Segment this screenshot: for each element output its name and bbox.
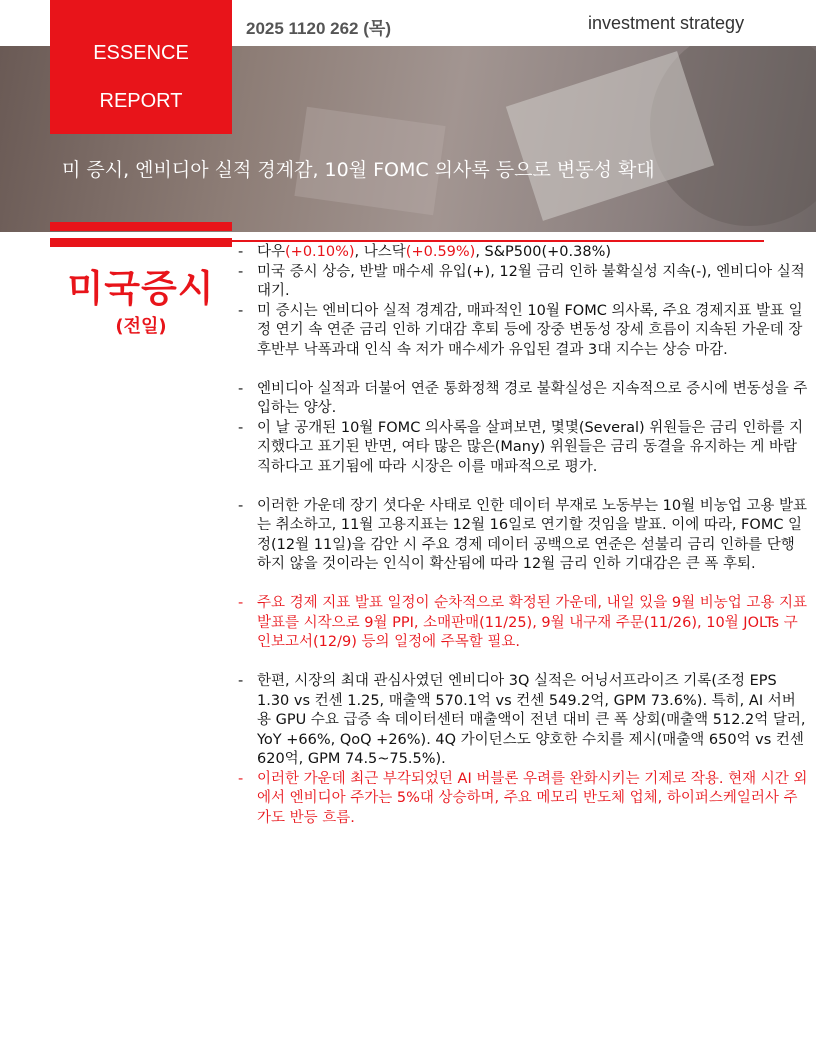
bullet-market-detail [236,302,808,361]
section-rule [232,240,764,242]
bullet-text: 미 증시는 엔비디아 실적 경계감, 매파적인 10월 FOMC 의사록, 주요 경제지표 발표 일정 연기 속 연준 금리 인하 기대감 후퇴 등에 장중 변동성 장세 흐름이 지속된 가운데 장 후반부 낙폭과대 인식 속 저가 매수세가 유입된 결과 3대 지수는 상승 마감. [257,302,803,358]
bullet-dash: - [238,595,244,611]
bullet-schedule-highlight [236,594,808,653]
bullet-nvidia-earnings [236,672,808,770]
dow-change: (+0.10%) [285,244,355,260]
bullet-volatility [236,380,808,419]
bullet-text: 이러한 가운데 최근 부각되었던 AI 버블론 우려를 완화시키는 기제로 작용. 현재 시간 외에서 엔비디아 주가는 5%대 상승하며, 주요 메모리 반도체 업체, 하이퍼스케일러사 주가도 반등 흐름. [257,770,808,826]
bullet-dash: - [238,302,244,319]
spacer [236,360,808,380]
brand-label: investment strategy [588,13,745,33]
spacer [236,653,808,673]
bullet-fomc-minutes [236,419,808,478]
bullet-text: 주요 경제 지표 발표 일정이 순차적으로 확정된 가운데, 내일 있을 9월 비농업 고용 지표 발표를 시작으로 9월 PPI, 소매판매(11/25), 9월 내구재 주문(11/26), 10월 JOLTs 구인보고서(12/9) 등의 일정에 주목할 필요. [257,595,807,650]
bullet-dash: - [238,770,244,787]
nasdaq-label: , 나스닥 [354,244,406,260]
bullet-dash: - [238,419,244,436]
bullet-dash: - [238,263,244,280]
bullet-dash: - [238,244,244,260]
spacer [236,477,808,497]
spacer [236,575,808,595]
badge-line-2: REPORT [99,90,183,112]
section-subtitle: (전일) [115,316,167,337]
bullet-index-summary [236,243,808,263]
essence-report-badge [50,0,232,134]
bullet-dash: - [238,380,244,397]
section-title: 미국증시 [67,267,215,310]
bullet-list [236,243,808,828]
badge-line-1: ESSENCE [93,42,189,64]
bullet-text: 엔비디아 실적과 더불어 연준 통화정책 경로 불확실성은 지속적으로 증시에 변동성을 주입하는 양상. [257,380,808,416]
headline: 미 증시, 엔비디아 실적 경계감, 10월 FOMC 의사록 등으로 변동성 확대 [62,159,655,181]
sp500-label: , S&P500(+0.38%) [475,244,612,260]
bullet-ai-bubble-highlight [236,770,808,829]
nasdaq-change: (+0.59%) [405,244,476,260]
bullet-text: 이 날 공개된 10월 FOMC 의사록을 살펴보면, 몇몇(Several) 위원들은 금리 인하를 지지했다고 표기된 반면, 여타 많은 많은(Many) 위원들은 금리 동결을 유지하는 게 바람직하다고 표기됨에 따라 시장은 이를 매파적으로 평가. [257,419,804,475]
accent-bar-bottom [50,238,232,247]
report-date: 2025 1120 262 (목) [246,19,391,38]
bullet-dash: - [238,673,244,689]
bullet-market-summary [236,263,808,302]
dow-label: 다우 [257,244,286,260]
bullet-text: 이러한 가운데 장기 셧다운 사태로 인한 데이터 부재로 노동부는 10월 비농업 고용 발표는 취소하고, 11월 고용지표는 12월 16일로 연기할 것임을 발표. 이에 따라, FOMC 일정(12월 11일)을 감안 시 주요 경제 데이터 공백으로 연준은 섣불리 금리 인하를 단행하지 않을 것이라는 인식이 확산됨에 따라 12월 금리 인하 기대감은 큰 폭 후퇴. [257,497,807,572]
bullet-text: 미국 증시 상승, 반발 매수세 유입(+), 12월 금리 인하 불확실성 지속(-), 엔비디아 실적 대기. [257,263,805,299]
accent-bar-top [50,222,232,231]
bullet-shutdown-data [236,497,808,575]
bullet-text: 한편, 시장의 최대 관심사였던 엔비디아 3Q 실적은 어닝서프라이즈 기록(조정 EPS 1.30 vs 컨센 1.25, 매출액 570.1억 vs 컨센 549.2억, GPM 73.6%). 특히, AI 서버용 GPU 수요 급증 속 데이터센터 매출액이 전년 대비 큰 폭 상회(매출액 512.2억 달러, YoY +66%, QoQ +26%). 4Q 가이던스도 양호한 수치를 제시(매출액 650억 vs 컨센 620억, GPM 74.5~75.5%). [257,673,806,767]
bullet-dash: - [238,497,244,514]
